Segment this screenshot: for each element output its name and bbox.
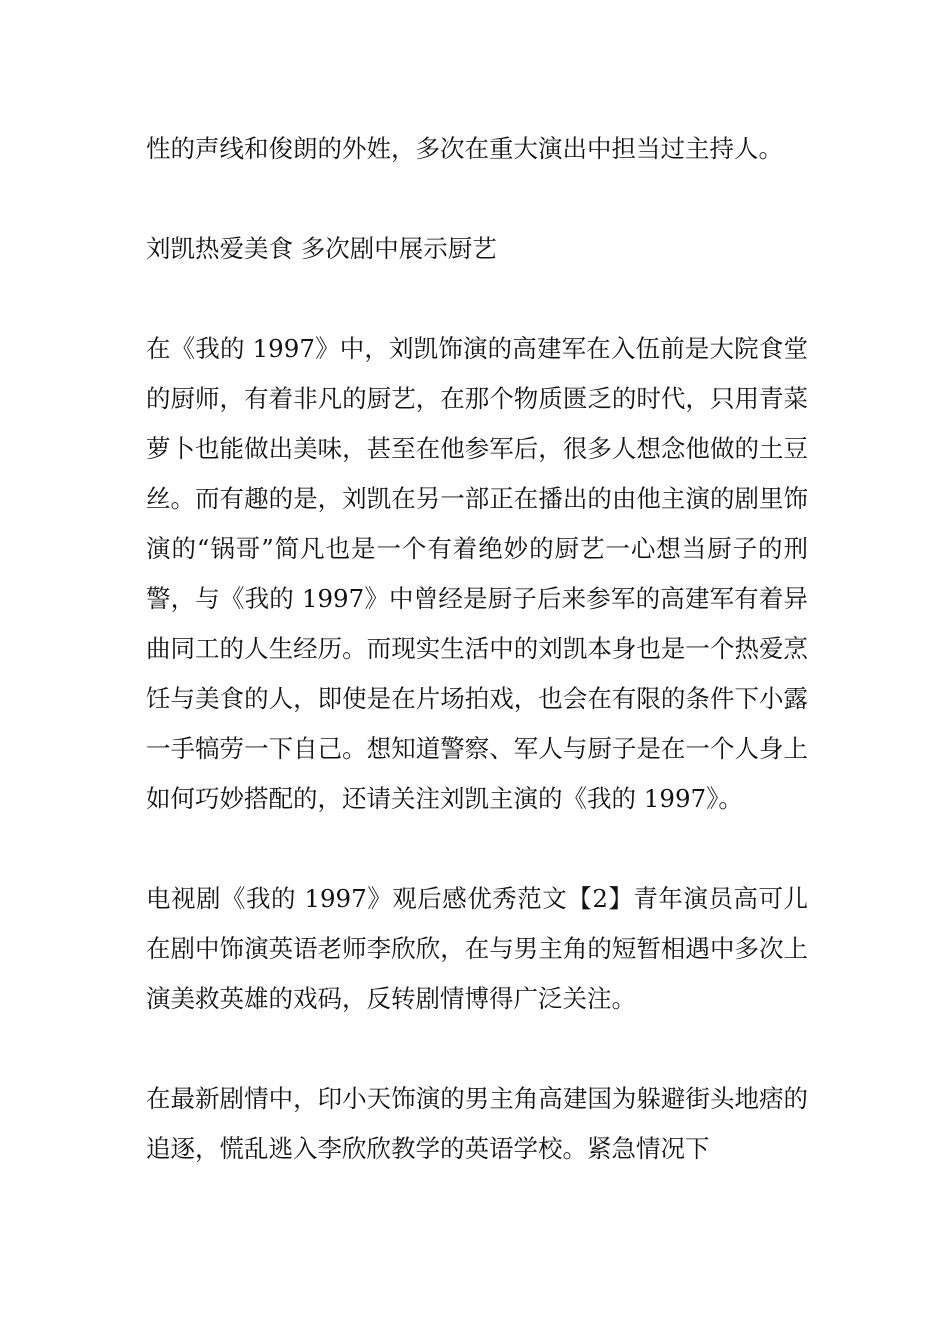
paragraph-cooking: 在《我的 1997》中，刘凯饰演的高建军在入伍前是大院食堂的厨师，有着非凡的厨艺，在那个物质匮乏的时代，只用青菜萝卜也能做出美味，甚至在他参军后，很多人想念他做的土豆丝。而有趣的是，刘凯在另一部正在播出的由他主演的剧里饰演的“锅哥”简凡也是一个有着绝妙的厨艺一心想当厨子的刑警，与《我的 1997》中曾经是厨子后来参军的高建军有着异曲同工的人生经历。而现实生活中的刘凯本身也是一个热爱烹饪与美食的人，即使是在片场拍戏，也会在有限的条件下小露一手犒劳一下自己。想知道警察、军人与厨子是在一个人身上如何巧妙搭配的，还请关注刘凯主演的《我的 1997》。 [146, 334, 808, 813]
paragraph-review-2: 电视剧《我的 1997》观后感优秀范文【2】青年演员高可儿在剧中饰演英语老师李欣欣，在与男主角的短暂相遇中多次上演美救英雄的戏码，反转剧情博得广泛关注。 [146, 884, 808, 1013]
paragraph-latest-plot: 在最新剧情中，印小天饰演的男主角高建国为躲避街头地痞的追逐，慌乱逃入李欣欣教学的英语学校。紧急情况下 [146, 1084, 808, 1163]
section-heading: 刘凯热爱美食 多次剧中展示厨艺 [146, 234, 497, 263]
document-body [146, 124, 808, 1174]
paragraph-intro-continuation: 性的声线和俊朗的外姓，多次在重大演出中担当过主持人。 [146, 134, 783, 163]
